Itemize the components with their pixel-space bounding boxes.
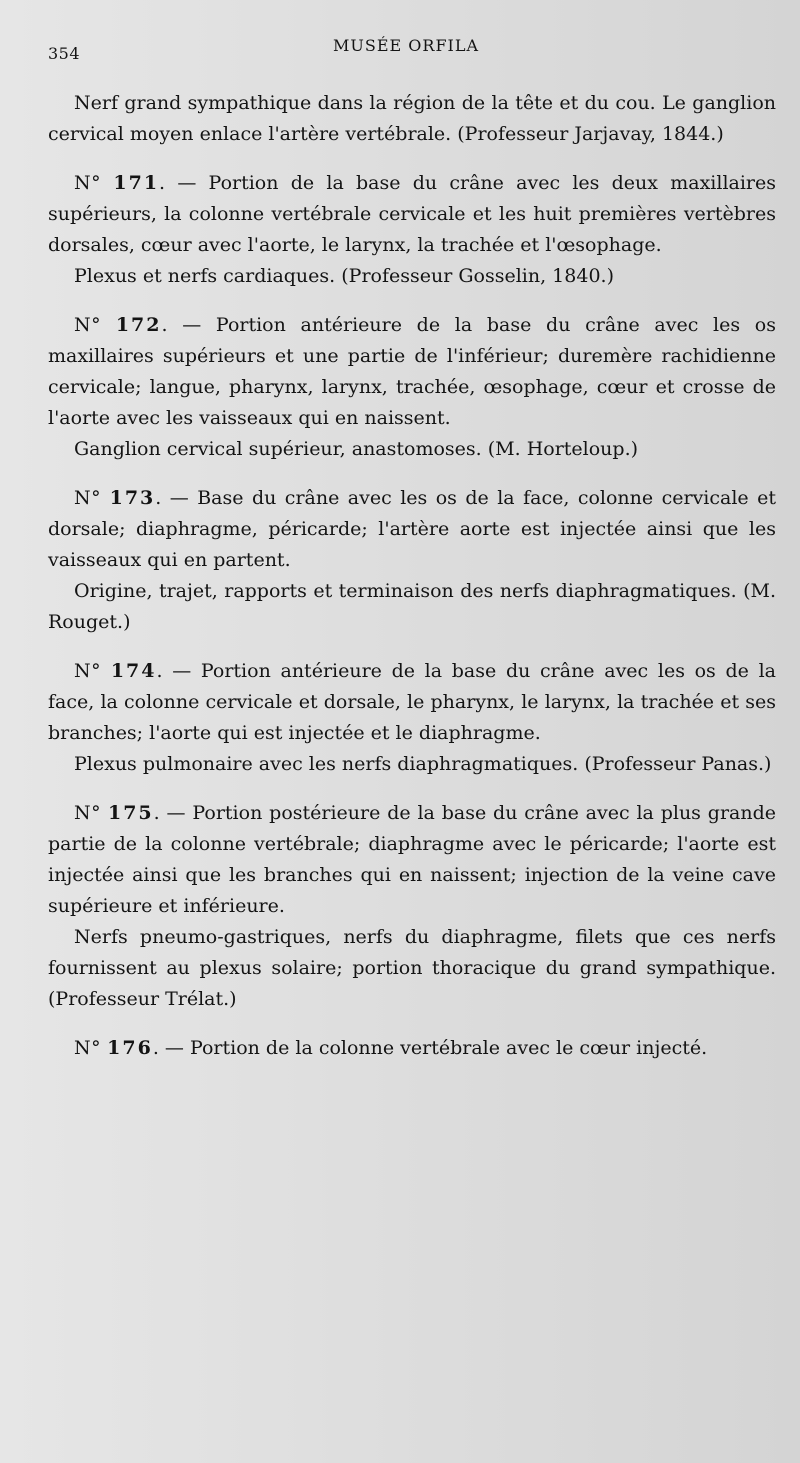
entry-text: . — Portion de la base du crâne avec les deux maxillaires supérieurs, la colonne vertébrale cervicale et les huit premières vertèbres dorsales, cœur avec l'aorte, le larynx, la trachée et l'œsophage. <box>48 172 776 256</box>
entry-number: 172 <box>115 314 162 336</box>
entry-prefix: N° <box>74 1037 102 1059</box>
entry-text: . — Base du crâne avec les os de la face, colonne cervicale et dorsale; diaphragme, péricarde; l'artère aorte est injectée ainsi que les vaisseaux qui en partent. <box>48 487 776 571</box>
entry-description <box>48 798 776 922</box>
entry-extra: Origine, trajet, rapports et terminaison des nerfs diaphragmatiques. (M. Rouget.) <box>48 580 776 633</box>
entry-text: . — Portion de la colonne vertébrale avec le cœur injecté. <box>152 1037 708 1059</box>
entry-description <box>48 310 776 434</box>
entry-description <box>48 483 776 576</box>
entry-prefix: N° <box>74 660 102 682</box>
catalog-entry-176 <box>48 1033 776 1064</box>
entry-description <box>48 168 776 261</box>
intro-paragraph: Nerf grand sympathique dans la région de la tête et du cou. Le ganglion cervical moyen enlace l'artère vertébrale. (Professeur Jarjavay, 1844.) <box>48 92 776 145</box>
entry-number: 176 <box>107 1037 153 1059</box>
running-title: MUSÉE ORFILA <box>333 36 480 55</box>
entry-number: 174 <box>110 660 157 682</box>
entry-description <box>48 656 776 749</box>
entry-extra: Ganglion cervical supérieur, anastomoses. (M. Horteloup.) <box>74 438 639 460</box>
entry-number: 173 <box>109 487 156 509</box>
entry-text: . — Portion antérieure de la base du crâne avec les os de la face, la colonne cervicale et dorsale, le pharynx, le larynx, la trachée et ses branches; l'aorte qui est injectée et le diaphragme. <box>48 660 776 744</box>
page-number: 354 <box>48 44 81 63</box>
catalog-entry-171 <box>48 168 776 292</box>
entry-text: . — Portion postérieure de la base du crâne avec la plus grande partie de la colonne vertébrale; diaphragme avec le péricarde; l'aorte est injectée ainsi que les branches qui en naissent; injection de la veine cave supérieure et inférieure. <box>48 802 776 917</box>
entry-text: . — Portion antérieure de la base du crâne avec les os maxillaires supérieurs et une partie de l'inférieur; duremère rachidienne cervicale; langue, pharynx, larynx, trachée, œsophage, cœur et crosse de l'aorte avec les vaisseaux qui en naissent. <box>48 314 776 429</box>
catalog-entry-173 <box>48 483 776 638</box>
entry-prefix: N° <box>74 314 102 336</box>
entry-extra: Nerfs pneumo-gastriques, nerfs du diaphragme, filets que ces nerfs fournissent au plexus solaire; portion thoracique du grand sympathique. (Professeur Trélat.) <box>48 926 776 1010</box>
page-header <box>48 30 768 63</box>
page-content <box>48 88 776 1064</box>
entry-prefix: N° <box>74 487 102 509</box>
catalog-entry-172 <box>48 310 776 465</box>
entry-extra: Plexus et nerfs cardiaques. (Professeur Gosselin, 1840.) <box>74 265 614 287</box>
entry-prefix: N° <box>74 802 102 824</box>
entry-number: 171 <box>113 172 160 194</box>
entry-prefix: N° <box>74 172 102 194</box>
entry-extra: Plexus pulmonaire avec les nerfs diaphragmatiques. (Professeur Panas.) <box>74 753 772 775</box>
catalog-entry-174 <box>48 656 776 780</box>
catalog-entry-175 <box>48 798 776 1015</box>
entry-description <box>48 1033 776 1064</box>
entry-number: 175 <box>107 802 154 824</box>
